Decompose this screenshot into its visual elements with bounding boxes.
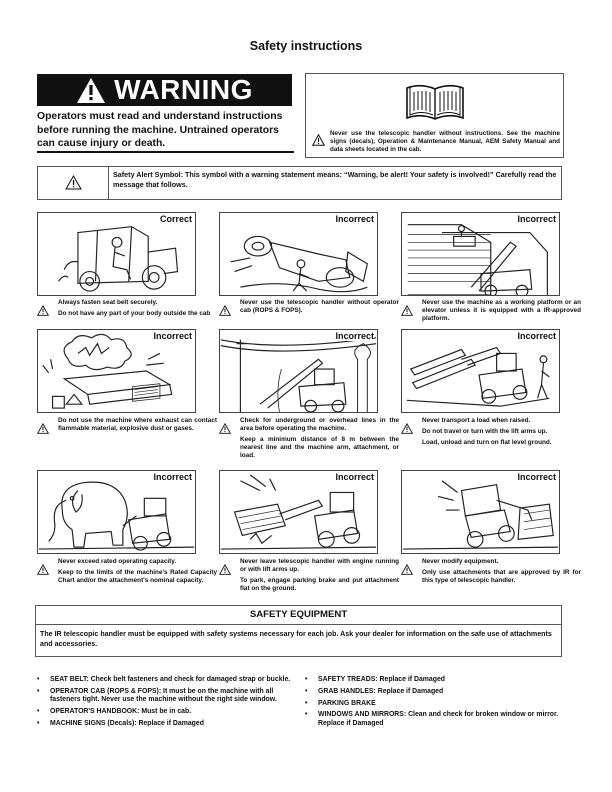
caption-capacity	[37, 558, 217, 588]
panel-label: Correct	[159, 214, 192, 224]
list-item: • OPERATOR CAB (ROPS & FOPS): It must be on the machine with all fasteners tight. Never use the machine without the right side window.	[37, 687, 277, 704]
book-icon	[404, 82, 466, 122]
panel-overhead-lines	[219, 329, 378, 413]
caption-seat-belt	[37, 299, 217, 321]
warning-triangle-icon	[37, 305, 49, 316]
caption-line: Load, unload and turn on flat level ground.	[422, 439, 552, 447]
divider	[36, 624, 561, 625]
panel-label: Incorrect	[517, 331, 556, 341]
caption-line: Never modify equipment.	[422, 558, 499, 565]
list-item: • SEAT BELT: Check belt fasteners and check for damaged strap or buckle.	[37, 676, 291, 683]
warning-text: Operators must read and understand instructions before running the machine. Untrained operators can cause injury or death.	[37, 111, 283, 149]
panel-exhaust	[37, 329, 196, 413]
panel-seat-belt	[37, 212, 196, 296]
safety-equipment-heading: SAFETY EQUIPMENT	[249, 609, 348, 620]
panel-modify	[401, 470, 560, 554]
caption-line: Always fasten seat belt securely.	[58, 299, 158, 306]
panel-no-cab	[219, 212, 378, 296]
lift-platform-icon	[402, 213, 559, 295]
panel-raised-load	[401, 329, 560, 413]
caption-platform	[401, 299, 581, 326]
caption-line: Never use the machine as a working platform or an elevator unless it is equipped with a IR-approved platform.	[422, 299, 581, 323]
panel-label: Incorrect	[335, 331, 374, 341]
warning-triangle-icon	[401, 564, 413, 575]
raised-arms-icon	[220, 471, 377, 553]
safety-alert-text: Safety Alert Symbol: This symbol with a warning statement means: “Warning, be alert! Your safety is involved!” Carefully read the message that follows.	[113, 170, 557, 189]
warning-triangle-icon	[219, 564, 231, 575]
safety-equipment-text: The IR telescopic handler must be equipped with safety systems necessary for each job. Ask your dealer for information on the safe use of attachments and accessories.	[40, 630, 552, 648]
caption-line: Only use attachments that are approved by IR for this type of telescopic handler.	[422, 569, 581, 585]
warning-triangle-icon	[219, 423, 231, 434]
safety-alert-box	[37, 166, 562, 200]
caption-overhead-lines	[219, 417, 399, 463]
warning-triangle-icon	[401, 423, 413, 434]
load-transport-icon	[402, 330, 559, 412]
rollover-icon	[220, 213, 377, 295]
panel-label: Incorrect	[335, 472, 374, 482]
seat-belt-operator-icon	[38, 213, 195, 295]
caption-no-cab	[219, 299, 399, 318]
page-title: Safety instructions	[249, 39, 363, 53]
caption-line: Keep to the limits of the machine's Rated Capacity Chart and/or the attachment's nominal capacity.	[58, 569, 217, 585]
equipment-list-right	[305, 676, 567, 732]
warning-banner	[37, 74, 292, 106]
warning-triangle-icon	[37, 423, 49, 434]
manual-notice-text: Never use the telescopic handler without instructions. See the machine signs (decals), Operation & Maintenance Manual, AEM Safety Manual and data sheets located in the cab.	[330, 130, 560, 154]
panel-label: Incorrect	[153, 472, 192, 482]
panel-lift-arms-up	[219, 470, 378, 554]
caption-line: Never leave telescopic handler with engine running or with lift arms up.	[240, 558, 399, 574]
caption-exhaust	[37, 417, 217, 436]
warning-triangle-icon	[37, 564, 49, 575]
caption-line: Do not have any part of your body outside the cab	[58, 310, 211, 318]
warning-triangle-icon	[312, 134, 325, 146]
panel-label: Incorrect	[335, 214, 374, 224]
caption-line: Never use the telescopic handler without operator cab (ROPS & FOPS).	[240, 299, 399, 315]
panel-label: Incorrect	[517, 214, 556, 224]
list-item: • MACHINE SIGNS (Decals): Replace if Damaged	[37, 719, 204, 727]
list-item: • WINDOWS AND MIRRORS: Clean and check for broken window or mirror. Replace if Damaged	[305, 711, 559, 727]
warning-triangle-icon	[76, 77, 106, 104]
caption-line: Check for underground or overhead lines in the area before operating the machine.	[240, 417, 399, 433]
caption-line: Keep a minimum distance of 8 m between the nearest line and the machine arm, attachment, or load.	[240, 436, 399, 460]
list-item: • OPERATOR'S HANDBOOK: Must be in cab.	[37, 708, 192, 715]
modified-machine-icon	[402, 471, 559, 553]
warning-triangle-icon	[401, 305, 413, 316]
caption-line: Never exceed rated operating capacity.	[58, 558, 177, 565]
safety-alert-icon-cell	[38, 167, 109, 199]
caption-line: Do not use the machine where exhaust can contact flammable material, explosive dust or gases.	[58, 417, 217, 433]
panel-capacity	[37, 470, 196, 554]
caption-line: To park, engage parking brake and put attachment flat on the ground.	[240, 577, 399, 593]
warning-triangle-icon	[219, 305, 231, 316]
warning-banner-text: WARNING	[114, 74, 253, 105]
elephant-overload-icon	[38, 471, 195, 553]
manual-notice	[305, 73, 564, 158]
caption-line: Do not travel or turn with the lift arms up.	[422, 428, 548, 436]
caption-line: Never transport a load when raised.	[422, 417, 531, 424]
caption-raised-load	[401, 417, 581, 450]
caption-modify	[401, 558, 581, 588]
panel-label: Incorrect	[153, 331, 192, 341]
equipment-list-left	[37, 676, 297, 732]
panel-platform	[401, 212, 560, 296]
list-item: • SAFETY TREADS: Replace if Damaged	[305, 676, 445, 683]
explosion-icon	[38, 330, 195, 412]
divider	[37, 151, 294, 153]
list-item: • GRAB HANDLES: Replace if Damaged	[305, 687, 444, 695]
panel-label: Incorrect	[517, 472, 556, 482]
overhead-lines-icon	[220, 330, 377, 412]
safety-equipment-box	[35, 605, 562, 657]
caption-lift-arms-up	[219, 558, 399, 596]
warning-triangle-icon	[65, 175, 82, 190]
list-item: • PARKING BRAKE	[305, 699, 376, 707]
